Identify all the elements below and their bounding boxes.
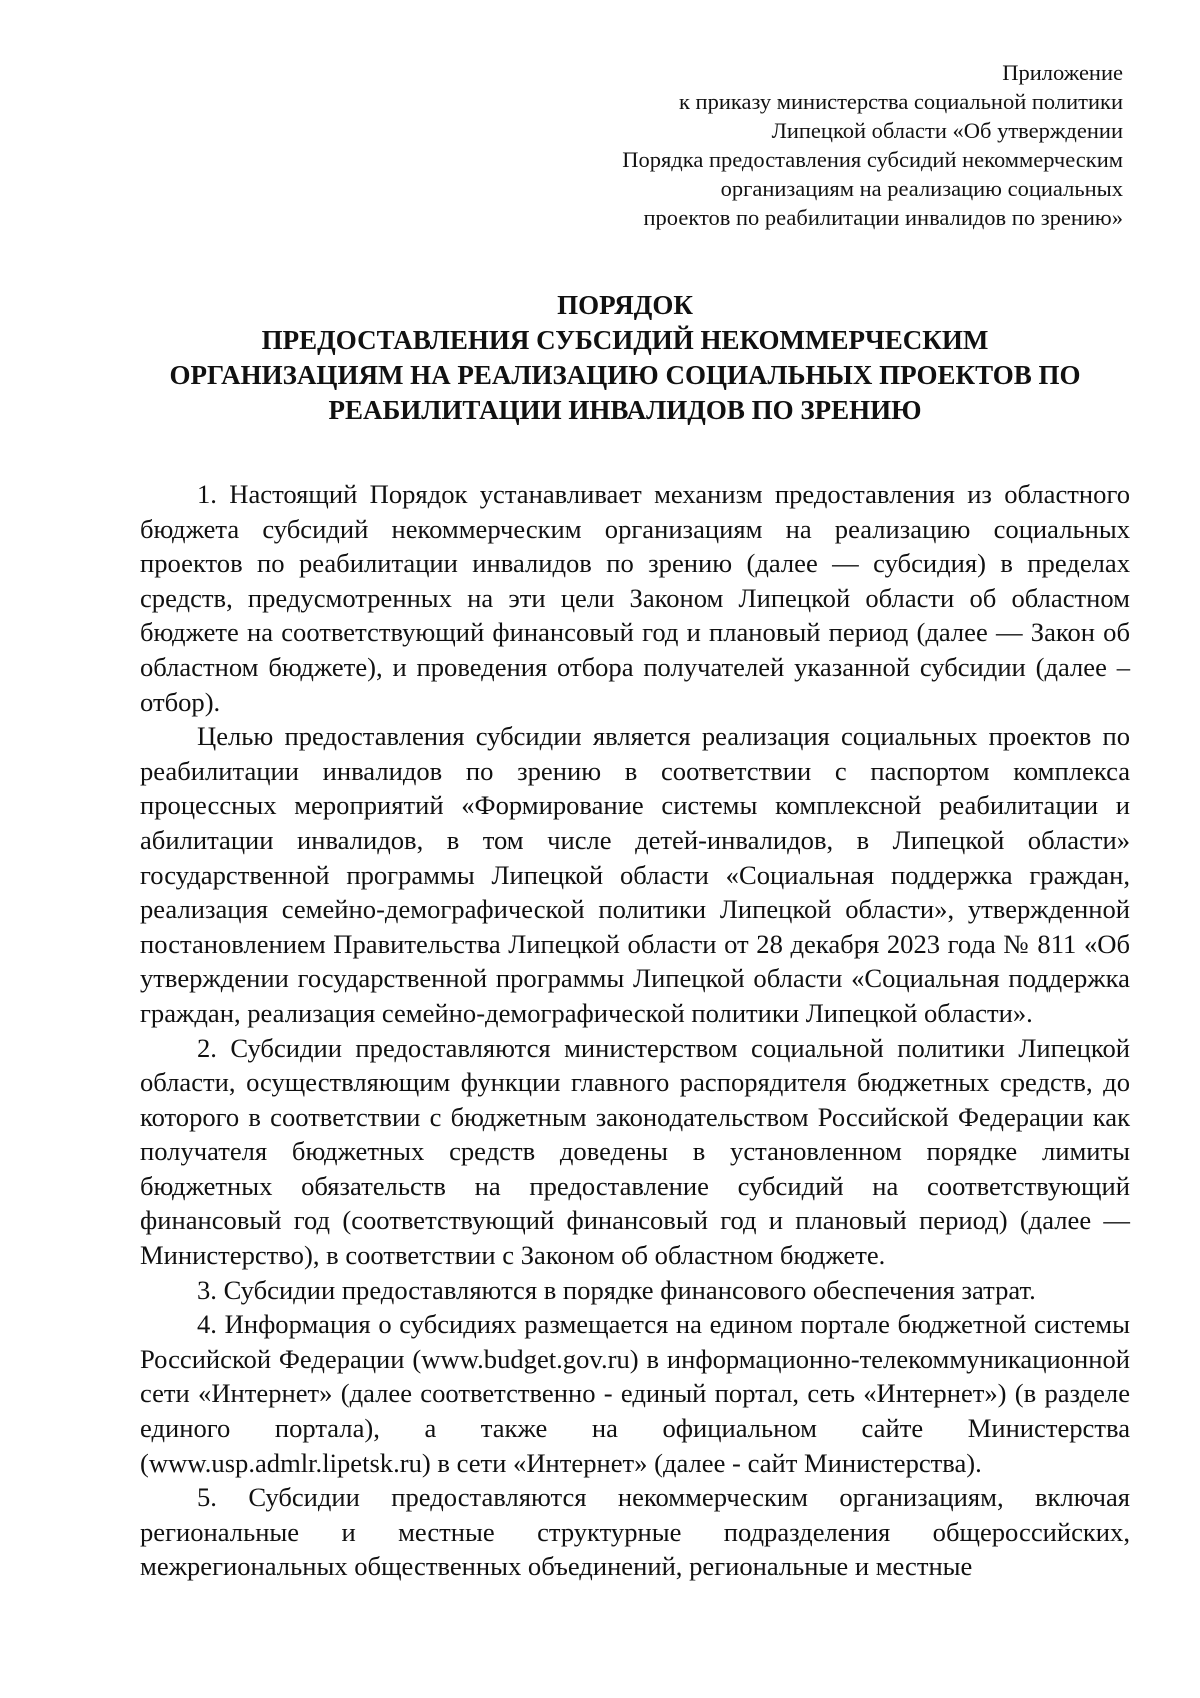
appendix-line: Порядка предоставления субсидий некоммерческим — [622, 147, 1123, 172]
document-body — [140, 477, 1130, 1584]
appendix-line: проектов по реабилитации инвалидов по зрению» — [643, 205, 1123, 230]
title-line: ОРГАНИЗАЦИЯМ НА РЕАЛИЗАЦИЮ СОЦИАЛЬНЫХ ПРОЕКТОВ ПО — [169, 360, 1081, 390]
paragraph-purpose: Целью предоставления субсидии является реализация социальных проектов по реабилитации инвалидов по зрению в соответствии с паспортом комплекса процессных мероприятий «Формирование системы комплексной реабилитации и абилитации инвалидов, в том числе детей-инвалидов, в Липецкой области» государственной программы Липецкой области «Социальная поддержка граждан, реализация семейно-демографической политики Липецкой области», утвержденной постановлением Правительства Липецкой области от 28 декабря 2023 года № 811 «Об утверждении государственной программы Липецкой области «Социальная поддержка граждан, реализация семейно-демографической политики Липецкой области». — [140, 721, 1130, 1028]
paragraph-2: 2. Субсидии предоставляются министерством социальной политики Липецкой области, осуществляющим функции главного распорядителя бюджетных средств, до которого в соответствии с бюджетным законодательством Российской Федерации как получателя бюджетных средств доведены в установленном порядке лимиты бюджетных обязательств на предоставление субсидий на соответствующий финансовый год (соответствующий финансовый год и плановый период) (далее — Министерство), в соответствии с Законом об областном бюджете. — [140, 1032, 1130, 1271]
paragraph-5: 5. Субсидии предоставляются некоммерческим организациям, включая региональные и местные структурные подразделения общероссийских, межрегиональных общественных объединений, региональные и местные — [140, 1482, 1130, 1582]
appendix-line: организациям на реализацию социальных — [720, 176, 1123, 201]
appendix-line: к приказу министерства социальной политики — [679, 89, 1123, 114]
paragraph-1: 1. Настоящий Порядок устанавливает механизм предоставления из областного бюджета субсидий некоммерческим организациям на реализацию социальных проектов по реабилитации инвалидов по зрению (далее — субсидия) в пределах средств, предусмотренных на эти цели Законом Липецкой области об областном бюджете на соответствующий финансовый год и плановый период (далее — Закон об областном бюджете), и проведения отбора получателей указанной субсидии (далее – отбор). — [140, 479, 1130, 717]
appendix-line: Липецкой области «Об утверждении — [771, 118, 1123, 143]
title-line: ПОРЯДОК — [557, 290, 693, 320]
document-title — [130, 288, 1120, 428]
title-line: ПРЕДОСТАВЛЕНИЯ СУБСИДИЙ НЕКОММЕРЧЕСКИМ — [261, 325, 989, 355]
paragraph-4: 4. Информация о субсидиях размещается на едином портале бюджетной системы Российской Федерации (www.budget.gov.ru) в информационно-телекоммуникационной сети «Интернет» (далее соответственно - единый портал, сеть «Интернет») (в разделе единого портала), а также на официальном сайте Министерства (www.usp.admlr.lipetsk.ru) в сети «Интернет» (далее - сайт Министерства). — [140, 1309, 1130, 1478]
appendix-header — [443, 58, 1123, 232]
paragraph-3: 3. Субсидии предоставляются в порядке финансового обеспечения затрат. — [197, 1274, 1036, 1305]
title-line: РЕАБИЛИТАЦИИ ИНВАЛИДОВ ПО ЗРЕНИЮ — [328, 395, 922, 425]
appendix-line: Приложение — [1002, 60, 1123, 85]
